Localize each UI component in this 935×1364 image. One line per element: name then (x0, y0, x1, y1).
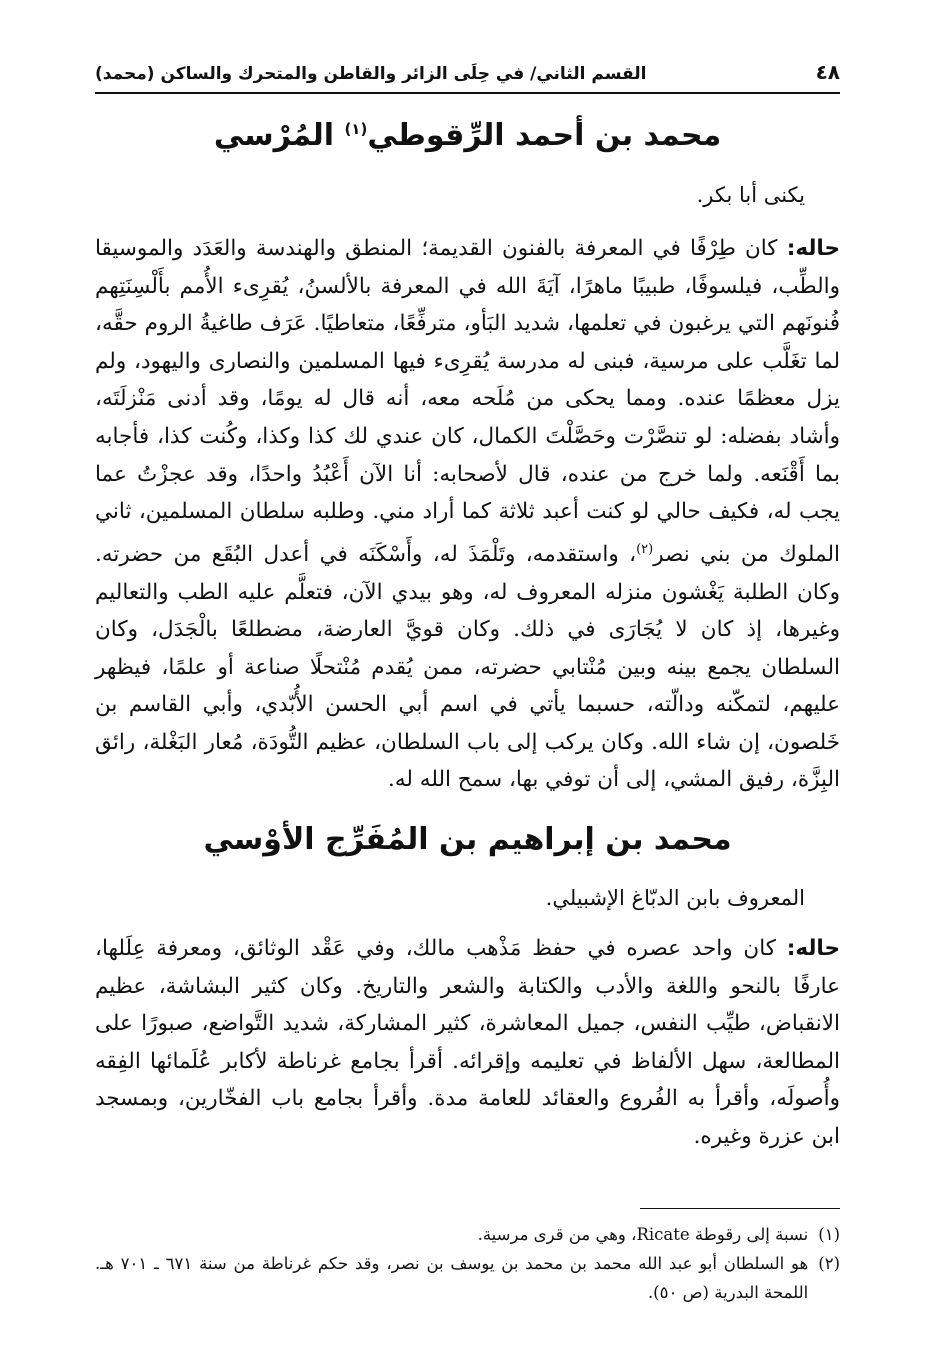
entry-lead-1: حاله: (786, 236, 840, 261)
entry-kunya-2: المعروف بابن الدبّاغ الإشبيلي. (545, 886, 805, 910)
section-title: القسم الثاني/ في حِلَى الزائر والقاطن والمتحرك والساكن (محمد) (95, 64, 647, 84)
footnote-ref-1[interactable]: (١) (344, 120, 368, 138)
header-rule (95, 92, 840, 94)
entry-title-1 (95, 118, 840, 153)
footnote-2 (95, 1249, 840, 1307)
footnote-rule (640, 1208, 840, 1209)
footnote-1-text: نسبة إلى رقوطة Ricate، وهي من قرى مرسية. (477, 1225, 809, 1244)
entry-title-1-main: محمد بن أحمد الرِّقوطي (367, 118, 722, 153)
entry-body-2 (95, 930, 840, 1156)
footnote-1 (95, 1220, 840, 1249)
footnote-2-text: هو السلطان أبو عبد الله محمد بن محمد بن يوسف بن نصر، وقد حكم غرناطة من سنة ٦٧١ ـ ٧٠١ هـ. اللمحة البدرية (ص ٥٠). (95, 1254, 809, 1302)
page-number: ٤٨ (815, 60, 840, 84)
entry-title-2: محمد بن إبراهيم بن المُفَرِّج الأوْسي (203, 822, 732, 857)
entry-text-2a: كان واحد عصره في حفظ مَذْهب مالك، وفي عَقْد الوثائق، ومعرفة عِلَلها، عارفًا بالنحو واللغة والأدب والكتابة والشعر والتاريخ. وكان كثير البشاشة، عظيم الانقباض، طيِّب النفس، جميل المعاشرة، كثير المشاركة، شديد التَّواضع، صبورًا على المطالعة، سهل الألفاظ في تعليمه وإقرائه. أقرأ بجامع غرناطة لأكابر عُلَمائها الفِقه وأُصولَه، وأقرأ به الفُروع والعقائد للعامة مدة. وأقرأ بجامع باب الفخّارين، وبمسجد ابن عزرة وغيره. (95, 936, 840, 1149)
entry-lead-2: حاله: (786, 936, 840, 961)
entry-kunya-1: يكنى أبا بكر. (696, 183, 805, 207)
footnote-2-number: (٢) (818, 1254, 840, 1273)
entry-text-1b: ، واستقدمه، وتَلْمَذَ له، وأَسْكَنَه في أعدل البُقَع من حضرته. وكان الطلبة يَغْشون منزله المعروف له، وهو بيدي الآن، فتعلَّم عليه الطب والتعاليم وغيرها، إذ كان لا يُجَارَى في ذلك. وكان قويَّ العارضة، مضطلعًا بالْجَدَل، وكان السلطان يجمع بينه وبين مُنْتابي حضرته، ممن يُقدم مُنْتحلًا صناعة أو علمًا، فيظهر عليهم، لتمكّنه ودالّته، حسبما يأتي في اسم أبي الحسن الأُبّدي، وأبي القاسم بن خَلصون، إن شاء الله. وكان يركب إلى باب السلطان، عظيم التُّودَة، مُعار البَغْلة، رائق البِزَّة، رفيق المشي، إلى أن توفي بها، سمح الله له. (95, 541, 840, 793)
entry-text-1a: كان طِرْفًا في المعرفة بالفنون القديمة؛ المنطق والهندسة والعَدَد والموسيقا والطِّب، فيلسوفًا، طبيبًا ماهرًا، آيَةَ الله في المعرفة بالألسنُ، يُقرِىء الأُمم بأَلْسِنَتِهم فُنونَهم التي يرغبون في تعلمها، شديد البَأو، مترفِّعًا، متعاطيًا. عَرَف طاغيةُ الروم حقَّه، لما تغَلَّب على مرسية، فبنى له مدرسة يُقرِىء فيها المسلمين والنصارى واليهود، ولم يزل معظمًا عنده. ومما يحكى من مُلَحه معه، أنه قال له يومًا، وقد أدنى مَنْزلَتَه، وأشاد بفضله: لو تنصَّرْت وحَصَّلْتَ الكمال، كان عندي لك كذا وكذا، وكُنت كذا، فأجابه بما أَقْنَعه. ولما خرج من عنده، قال لأصحابه: أنا الآن أَعْبُدُ واحدًا، وقد عجزْتُ عما يجب له، فكيف حالي لو كنت أعبد ثلاثة كما أراد مني. وطلبه سلطان المسلمين، ثاني الملوك من بني نصر (95, 236, 840, 567)
footnotes (95, 1220, 840, 1307)
entry-title-1-suffix: المُرْسي (213, 118, 345, 153)
running-head (95, 60, 840, 84)
footnote-1-number: (١) (818, 1225, 840, 1244)
entry-body-1 (95, 230, 840, 799)
footnote-ref-2[interactable]: (٢) (636, 541, 654, 557)
